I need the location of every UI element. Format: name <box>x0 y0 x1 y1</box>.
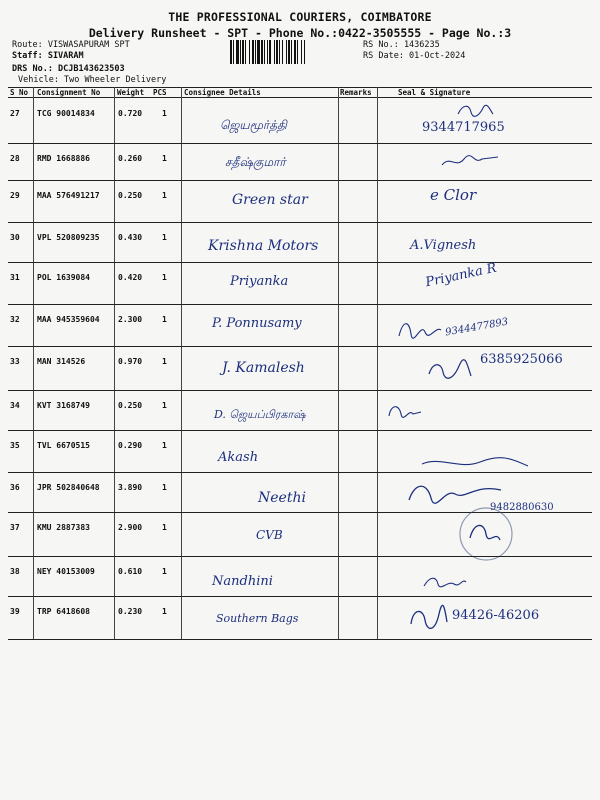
pcs-cell: 1 <box>162 607 167 616</box>
pcs-cell: 1 <box>162 357 167 366</box>
consignment-cell: JPR 502840648 <box>37 483 100 492</box>
signature-image <box>420 570 470 592</box>
sno-cell: 33 <box>10 357 20 366</box>
weight-cell: 0.250 <box>118 401 143 410</box>
signature-image <box>385 400 425 424</box>
pcs-cell: 1 <box>162 273 167 282</box>
staff-label: Staff: SIVARAM <box>12 51 84 61</box>
weight-cell: 0.290 <box>118 441 143 450</box>
consignment-cell: VPL 520809235 <box>37 233 100 242</box>
signature-image <box>405 602 449 636</box>
weight-cell: 0.250 <box>118 191 143 200</box>
consignee-handwriting: J. Kamalesh <box>222 360 305 376</box>
consignee-handwriting: P. Ponnusamy <box>212 316 302 331</box>
pcs-cell: 1 <box>162 109 167 118</box>
sno-cell: 29 <box>10 191 20 200</box>
consignment-cell: RMD 1668886 <box>37 154 90 163</box>
consignment-cell: KVT 3168749 <box>37 401 90 410</box>
signature-image <box>425 356 475 384</box>
consignment-cell: NEY 40153009 <box>37 567 95 576</box>
signature-phone: 6385925066 <box>480 352 563 367</box>
company-title: THE PROFESSIONAL COURIERS, COIMBATORE <box>168 10 432 24</box>
signature-text: e Clor <box>430 186 477 204</box>
consignment-cell: TCG 90014834 <box>37 109 95 118</box>
consignment-cell: TVL 6670515 <box>37 441 90 450</box>
rs-number: RS No.: 1436235 <box>363 40 440 50</box>
pcs-cell: 1 <box>162 483 167 492</box>
weight-cell: 2.300 <box>118 315 143 324</box>
consignee-handwriting: சதீஷ்குமார் <box>225 155 286 169</box>
consignee-handwriting: Priyanka <box>230 274 289 289</box>
header-weight: Weight <box>117 88 145 97</box>
sno-cell: 28 <box>10 154 20 163</box>
table-row <box>0 512 600 558</box>
header-seal: Seal & Signature <box>398 88 471 97</box>
consignment-cell: MAA 576491217 <box>37 191 100 200</box>
table-row <box>0 98 600 144</box>
consignment-cell: MAN 314526 <box>37 357 86 366</box>
pcs-cell: 1 <box>162 567 167 576</box>
sno-cell: 27 <box>10 109 20 118</box>
signature-image <box>420 456 530 472</box>
sno-cell: 31 <box>10 273 20 282</box>
weight-cell: 0.260 <box>118 154 143 163</box>
pcs-cell: 1 <box>162 154 167 163</box>
signature-image <box>395 316 445 342</box>
signature-image <box>455 102 495 118</box>
weight-cell: 0.420 <box>118 273 143 282</box>
pcs-cell: 1 <box>162 401 167 410</box>
weight-cell: 0.720 <box>118 109 143 118</box>
weight-cell: 0.230 <box>118 607 143 616</box>
header-pcs: PCS <box>153 88 167 97</box>
consignee-handwriting: Akash <box>218 450 259 465</box>
consignment-cell: MAA 945359604 <box>37 315 100 324</box>
rs-date: RS Date: 01-Oct-2024 <box>363 51 466 61</box>
pcs-cell: 1 <box>162 441 167 450</box>
consignee-handwriting: D. ஜெயப்பிரகாஷ் <box>214 408 306 421</box>
pcs-cell: 1 <box>162 191 167 200</box>
sno-cell: 36 <box>10 483 20 492</box>
header-consignee: Consignee Details <box>184 88 261 97</box>
signature-phone: 94426-46206 <box>452 608 540 623</box>
stamp-icon <box>450 504 520 564</box>
runsheet-title: Delivery Runsheet - SPT - Phone No.:0422-3505555 - Page No.:3 <box>88 26 512 40</box>
signature-phone: 9482880630 <box>490 502 554 513</box>
signature-phone: 9344717965 <box>422 120 505 135</box>
weight-cell: 3.890 <box>118 483 143 492</box>
sno-cell: 32 <box>10 315 20 324</box>
header-consignment: Consignment No <box>37 88 101 97</box>
consignment-cell: KMU 2887383 <box>37 523 90 532</box>
sno-cell: 38 <box>10 567 20 576</box>
drs-number: DRS No.: DCJB143623503 <box>12 64 125 74</box>
table-row <box>0 430 600 476</box>
weight-cell: 0.970 <box>118 357 143 366</box>
pcs-cell: 1 <box>162 233 167 242</box>
sno-cell: 30 <box>10 233 20 242</box>
consignee-handwriting: Green star <box>232 192 308 208</box>
signature-text: A.Vignesh <box>410 238 477 253</box>
consignee-handwriting: Krishna Motors <box>208 238 319 254</box>
table-row <box>0 304 600 350</box>
consignee-handwriting: Nandhini <box>212 574 273 589</box>
table-row <box>0 346 600 392</box>
sno-cell: 37 <box>10 523 20 532</box>
barcode <box>230 40 357 64</box>
consignee-handwriting: Southern Bags <box>216 612 299 625</box>
consignee-handwriting: Neethi <box>258 490 306 506</box>
vehicle-label: Vehicle: Two Wheeler Delivery <box>18 75 167 85</box>
consignee-handwriting: ஜெயமூர்த்தி <box>220 118 287 132</box>
sno-cell: 39 <box>10 607 20 616</box>
consignee-handwriting: CVB <box>256 528 283 542</box>
pcs-cell: 1 <box>162 523 167 532</box>
weight-cell: 0.610 <box>118 567 143 576</box>
signature-image <box>440 151 500 171</box>
weight-cell: 0.430 <box>118 233 143 242</box>
header-remarks: Remarks <box>340 88 372 97</box>
header-sno: S No <box>10 88 29 97</box>
table-bottom-rule <box>8 639 592 640</box>
table-row <box>0 180 600 226</box>
table-row <box>0 262 600 308</box>
weight-cell: 2.900 <box>118 523 143 532</box>
route-label: Route: VISWASAPURAM SPT <box>12 40 130 50</box>
sno-cell: 35 <box>10 441 20 450</box>
sno-cell: 34 <box>10 401 20 410</box>
signature-phone: 9344477893 <box>444 316 510 339</box>
pcs-cell: 1 <box>162 315 167 324</box>
consignment-cell: POL 1639084 <box>37 273 90 282</box>
signature-text: Priyanka R <box>424 260 498 291</box>
table-row <box>0 596 600 642</box>
consignment-cell: TRP 6418608 <box>37 607 90 616</box>
